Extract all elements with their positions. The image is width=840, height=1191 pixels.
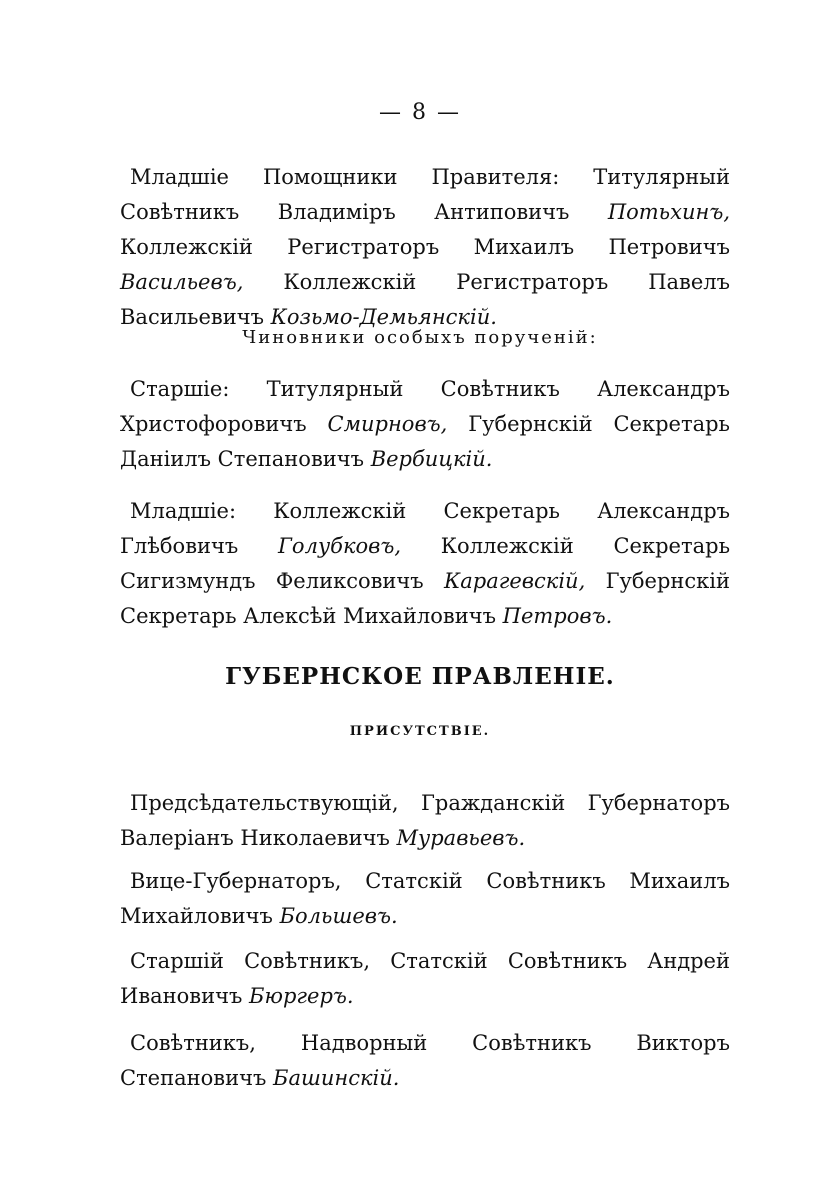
- name: Петровъ.: [502, 604, 613, 628]
- heading-special-officials: Чиновники особыхъ порученій:: [242, 327, 598, 348]
- paragraph-governor: [120, 786, 730, 856]
- text: Предсѣдательствующій, Гражданскій Губернаторъ Валеріанъ Николаевичъ: [120, 791, 730, 850]
- text: Вице-Губернаторъ, Статскій Совѣтникъ Михаилъ Михайловичъ: [120, 869, 730, 928]
- page-number: — 8 —: [379, 100, 461, 125]
- section-title: ГУБЕРНСКОЕ ПРАВЛЕНІЕ.: [225, 663, 615, 690]
- name: Муравьевъ.: [396, 826, 526, 850]
- name: Голубковъ,: [278, 534, 402, 558]
- text: Коллежскій Секретарь Сигизмундъ Феликсовичъ: [120, 534, 730, 593]
- name: Васильевъ,: [120, 270, 244, 294]
- name: Большевъ.: [279, 904, 398, 928]
- paragraph-junior-officials: [120, 494, 730, 634]
- paragraph-senior-councillor: [120, 944, 730, 1014]
- paragraph-junior-assistants: [120, 160, 730, 335]
- name: Смирновъ,: [327, 412, 448, 436]
- text: Губернскій Секретарь Алексѣй Михайловичъ: [120, 569, 730, 628]
- name: Козьмо-Демьянскій.: [270, 305, 497, 329]
- name: Бюргеръ.: [249, 984, 354, 1008]
- text: Старшіе: Титулярный Совѣтникъ Александръ Христофоровичъ: [120, 377, 730, 436]
- text: Младшіе Помощники Правителя: Титулярный Совѣтникъ Владиміръ Антиповичъ: [120, 165, 730, 224]
- paragraph-senior-officials: [120, 372, 730, 477]
- text: Младшіе: Коллежскій Секретарь Александръ Глѣбовичъ: [120, 499, 730, 558]
- name: Башинскій.: [273, 1066, 400, 1090]
- text: Совѣтникъ, Надворный Совѣтникъ Викторъ Степановичъ: [120, 1031, 730, 1090]
- text: Губернскій Секретарь Даніилъ Степановичъ: [120, 412, 730, 471]
- paragraph-vice-governor: [120, 864, 730, 934]
- text: Коллежскій Регистраторъ Павелъ Васильевичъ: [120, 270, 730, 329]
- name: Потьхинъ,: [607, 200, 730, 224]
- name: Карагевскій,: [444, 569, 586, 593]
- name: Вербицкій.: [370, 447, 493, 471]
- text: Коллежскій Регистраторъ Михаилъ Петровичъ: [120, 235, 730, 259]
- paragraph-councillor: [120, 1026, 730, 1096]
- subsection-heading: ПРИСУТСТВІЕ.: [349, 724, 491, 739]
- text: Старшій Совѣтникъ, Статскій Совѣтникъ Андрей Ивановичъ: [120, 949, 730, 1008]
